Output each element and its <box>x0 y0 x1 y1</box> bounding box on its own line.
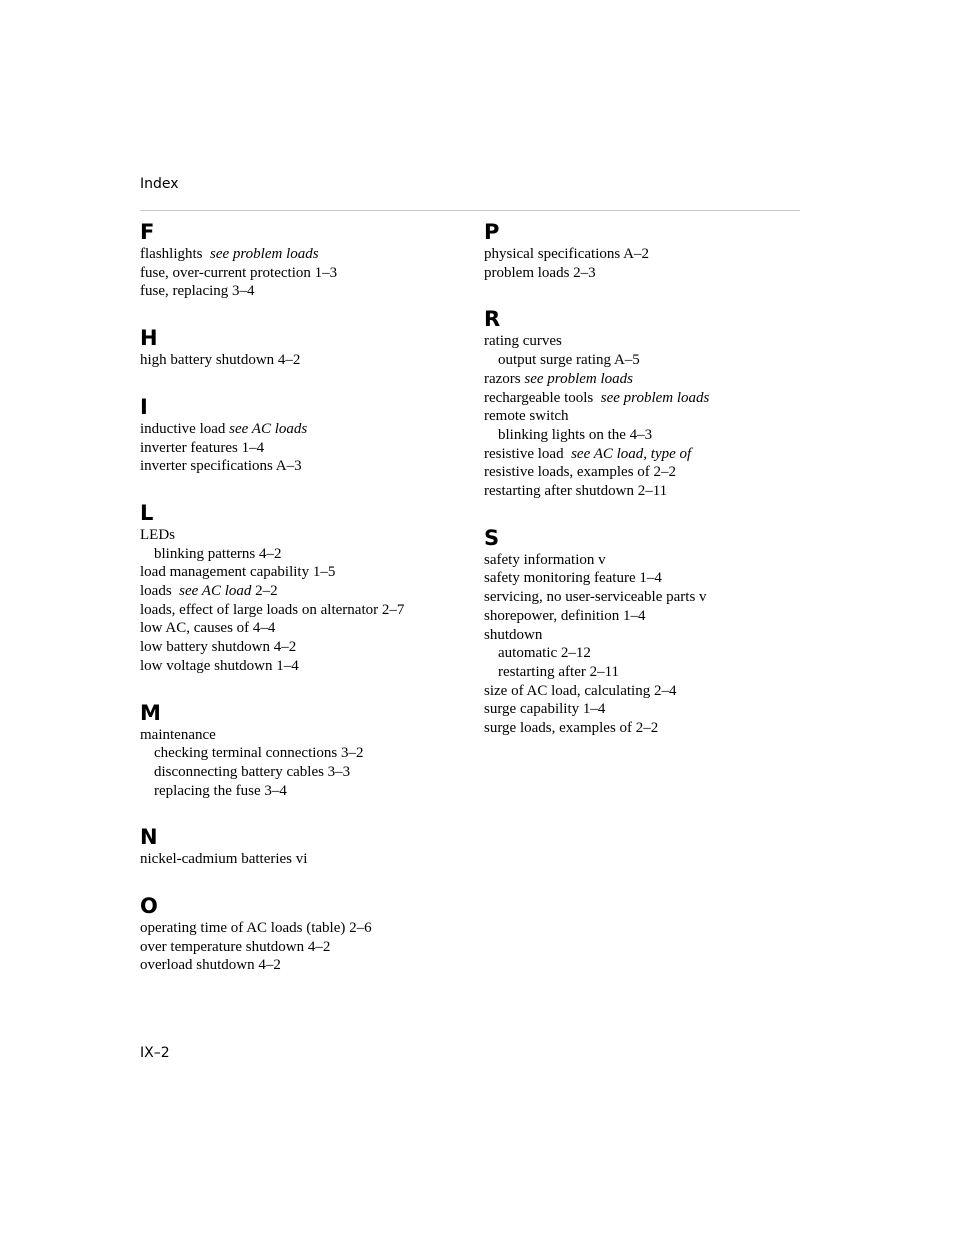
entry-text: checking terminal connections 3–2 <box>154 745 364 762</box>
entry-text: restarting after 2–11 <box>498 663 620 680</box>
entry-text: remote switch <box>484 408 569 425</box>
section-letter: O <box>140 894 158 919</box>
index-entry <box>140 351 470 370</box>
entry-text: blinking lights on the 4–3 <box>498 426 653 443</box>
index-entry <box>484 700 814 719</box>
entry-text: safety monitoring feature 1–4 <box>484 570 662 587</box>
index-entry <box>484 588 814 607</box>
entry-text: inverter features 1–4 <box>140 439 265 456</box>
entry-text: LEDs <box>140 526 175 543</box>
entry-text: restarting after shutdown 2–11 <box>484 483 668 500</box>
index-subentry <box>140 782 470 801</box>
index-entry <box>484 682 814 701</box>
index-section <box>140 394 470 476</box>
index-entry <box>140 956 470 975</box>
entry-text: low AC, causes of 4–4 <box>140 620 276 637</box>
entry-text: rechargeable tools <box>484 389 601 406</box>
index-subentry <box>484 426 814 445</box>
index-subentry <box>484 644 814 663</box>
index-entry <box>484 569 814 588</box>
index-entry <box>140 726 470 745</box>
index-entry <box>140 526 470 545</box>
entry-text: surge capability 1–4 <box>484 701 606 718</box>
index-entry <box>140 619 470 638</box>
index-entry <box>140 657 470 676</box>
entry-text: flashlights <box>140 246 210 262</box>
index-subentry <box>140 545 470 564</box>
index-entry <box>140 420 470 439</box>
cross-reference: see problem loads <box>210 246 319 262</box>
section-letter: I <box>140 394 148 419</box>
index-entry <box>484 332 814 351</box>
entry-text: replacing the fuse 3–4 <box>154 782 287 799</box>
entry-text: safety information v <box>484 551 606 568</box>
cross-reference: see AC load, type of <box>571 445 692 462</box>
entry-text: size of AC load, calculating 2–4 <box>484 682 677 699</box>
entry-text: maintenance <box>140 726 216 743</box>
entry-text: shutdown <box>484 626 543 643</box>
entry-text: inverter specifications A–3 <box>140 458 302 475</box>
section-letter: F <box>140 220 155 244</box>
index-section <box>140 219 470 301</box>
entry-text: resistive loads, examples of 2–2 <box>484 464 677 481</box>
index-entry <box>140 919 470 938</box>
entry-text: surge loads, examples of 2–2 <box>484 720 659 737</box>
index-entry <box>484 607 814 626</box>
index-entry <box>140 582 470 601</box>
index-entry <box>484 389 814 408</box>
entry-text: razors <box>484 370 525 387</box>
index-section <box>140 700 470 801</box>
index-entry <box>140 457 470 476</box>
index-entry <box>140 245 470 264</box>
section-letter: S <box>484 525 500 550</box>
index-column-left <box>140 219 470 999</box>
section-letter: M <box>140 700 161 725</box>
index-section <box>484 306 814 500</box>
entry-text: fuse, replacing 3–4 <box>140 283 255 300</box>
index-entry <box>140 850 470 869</box>
cross-reference: see problem loads <box>524 370 634 387</box>
section-letter: H <box>140 326 158 351</box>
index-subentry <box>484 351 814 370</box>
entry-text: overload shutdown 4–2 <box>140 957 281 974</box>
index-entry <box>484 626 814 645</box>
index-entry <box>140 282 470 301</box>
section-letter: L <box>140 500 154 525</box>
page-number: IX–2 <box>140 1045 170 1061</box>
cross-reference: see AC loads <box>229 420 308 437</box>
entry-text: shorepower, definition 1–4 <box>484 607 646 624</box>
header-rule <box>140 210 800 211</box>
index-column-right <box>484 219 814 762</box>
index-section <box>140 824 470 869</box>
index-subentry <box>140 744 470 763</box>
index-section <box>140 325 470 370</box>
index-section <box>140 893 470 975</box>
entry-text: nickel-cadmium batteries vi <box>140 851 308 868</box>
entry-text: inductive load <box>140 420 230 437</box>
entry-text: low voltage shutdown 1–4 <box>140 657 299 674</box>
entry-text: servicing, no user-serviceable parts v <box>484 589 707 606</box>
index-entry <box>484 482 814 501</box>
entry-text: fuse, over-current protection 1–3 <box>140 264 338 281</box>
running-header: Index <box>140 176 179 192</box>
index-entry <box>484 719 814 738</box>
entry-text: low battery shutdown 4–2 <box>140 639 297 656</box>
entry-text: loads, effect of large loads on alternator 2–7 <box>140 601 405 618</box>
index-subentry <box>484 663 814 682</box>
index-entry <box>484 264 814 283</box>
index-entry <box>140 563 470 582</box>
index-entry <box>140 638 470 657</box>
cross-reference: see problem loads <box>600 389 710 406</box>
entry-text: automatic 2–12 <box>498 645 591 662</box>
entry-text: operating time of AC loads (table) 2–6 <box>140 920 372 937</box>
entry-text: resistive load <box>484 445 572 462</box>
cross-reference: see AC load <box>179 583 252 600</box>
entry-page-ref: 2–2 <box>251 583 278 600</box>
entry-text: over temperature shutdown 4–2 <box>140 938 331 955</box>
index-entry <box>140 264 470 283</box>
index-section <box>484 219 814 282</box>
entry-text: physical specifications A–2 <box>484 246 649 262</box>
section-letter: N <box>140 825 158 850</box>
section-letter: R <box>484 307 501 332</box>
entry-text: disconnecting battery cables 3–3 <box>154 763 351 780</box>
index-section <box>484 525 814 738</box>
index-entry <box>484 551 814 570</box>
section-letter: P <box>484 220 500 244</box>
index-entry <box>484 245 814 264</box>
entry-text: problem loads 2–3 <box>484 264 596 281</box>
entry-text: blinking patterns 4–2 <box>154 545 282 562</box>
entry-text: high battery shutdown 4–2 <box>140 352 301 369</box>
entry-text: loads <box>140 583 180 600</box>
entry-text: output surge rating A–5 <box>498 352 640 369</box>
index-entry <box>140 439 470 458</box>
index-entry <box>484 445 814 464</box>
index-subentry <box>140 763 470 782</box>
index-entry <box>484 463 814 482</box>
entry-text: rating curves <box>484 333 562 350</box>
index-entry <box>140 938 470 957</box>
index-entry <box>484 407 814 426</box>
index-entry <box>140 601 470 620</box>
index-section <box>140 500 470 676</box>
index-entry <box>484 370 814 389</box>
entry-text: load management capability 1–5 <box>140 564 336 581</box>
